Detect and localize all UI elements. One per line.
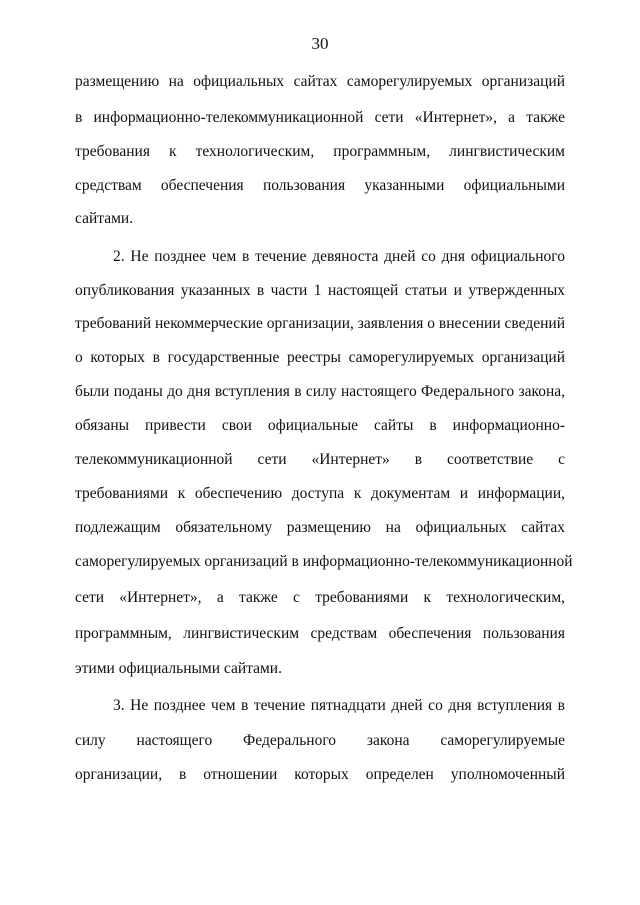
text-line: были поданы до дня вступления в силу настоящего Федерального закона, [75,383,565,400]
text-line: организации, в отношении которых определен уполномоченный [75,766,565,783]
text-line: опубликования указанных в части 1 настоящей статьи и утвержденных [75,282,565,299]
text-line: обязаны привести свои официальные сайты в информационно- [75,417,565,434]
text-line: программным, лингвистическим средствам обеспечения пользования [75,625,565,642]
text-line: сайтами. [75,210,134,227]
text-line: средствам обеспечения пользования указанными официальными [75,177,565,194]
text-line: телекоммуникационной сети «Интернет» в соответствие с [75,451,565,468]
text-line: этими официальными сайтами. [75,660,282,677]
text-line: требования к технологическим, программным, лингвистическим [75,143,565,160]
text-line: требований некоммерческие организации, заявления о внесении сведений [75,315,565,332]
text-line: саморегулируемых организаций в информационно-телекоммуникационной [75,553,573,570]
text-line: требованиями к обеспечению доступа к документам и информации, [75,485,565,502]
text-line: 3. Не позднее чем в течение пятнадцати дней со дня вступления в [113,697,565,714]
text-line: сети «Интернет», а также с требованиями к технологическим, [75,589,565,606]
text-line: подлежащим обязательному размещению на официальных сайтах [75,519,565,536]
page-number: 30 [311,34,329,53]
text-line: размещению на официальных сайтах саморегулируемых организаций [75,73,565,90]
text-line: 2. Не позднее чем в течение девяноста дней со дня официального [113,248,565,265]
text-line: в информационно-телекоммуникационной сети «Интернет», а также [75,109,565,126]
text-line: силу настоящего Федерального закона саморегулируемые [75,732,565,749]
text-line: о которых в государственные реестры саморегулируемых организаций [75,349,565,366]
